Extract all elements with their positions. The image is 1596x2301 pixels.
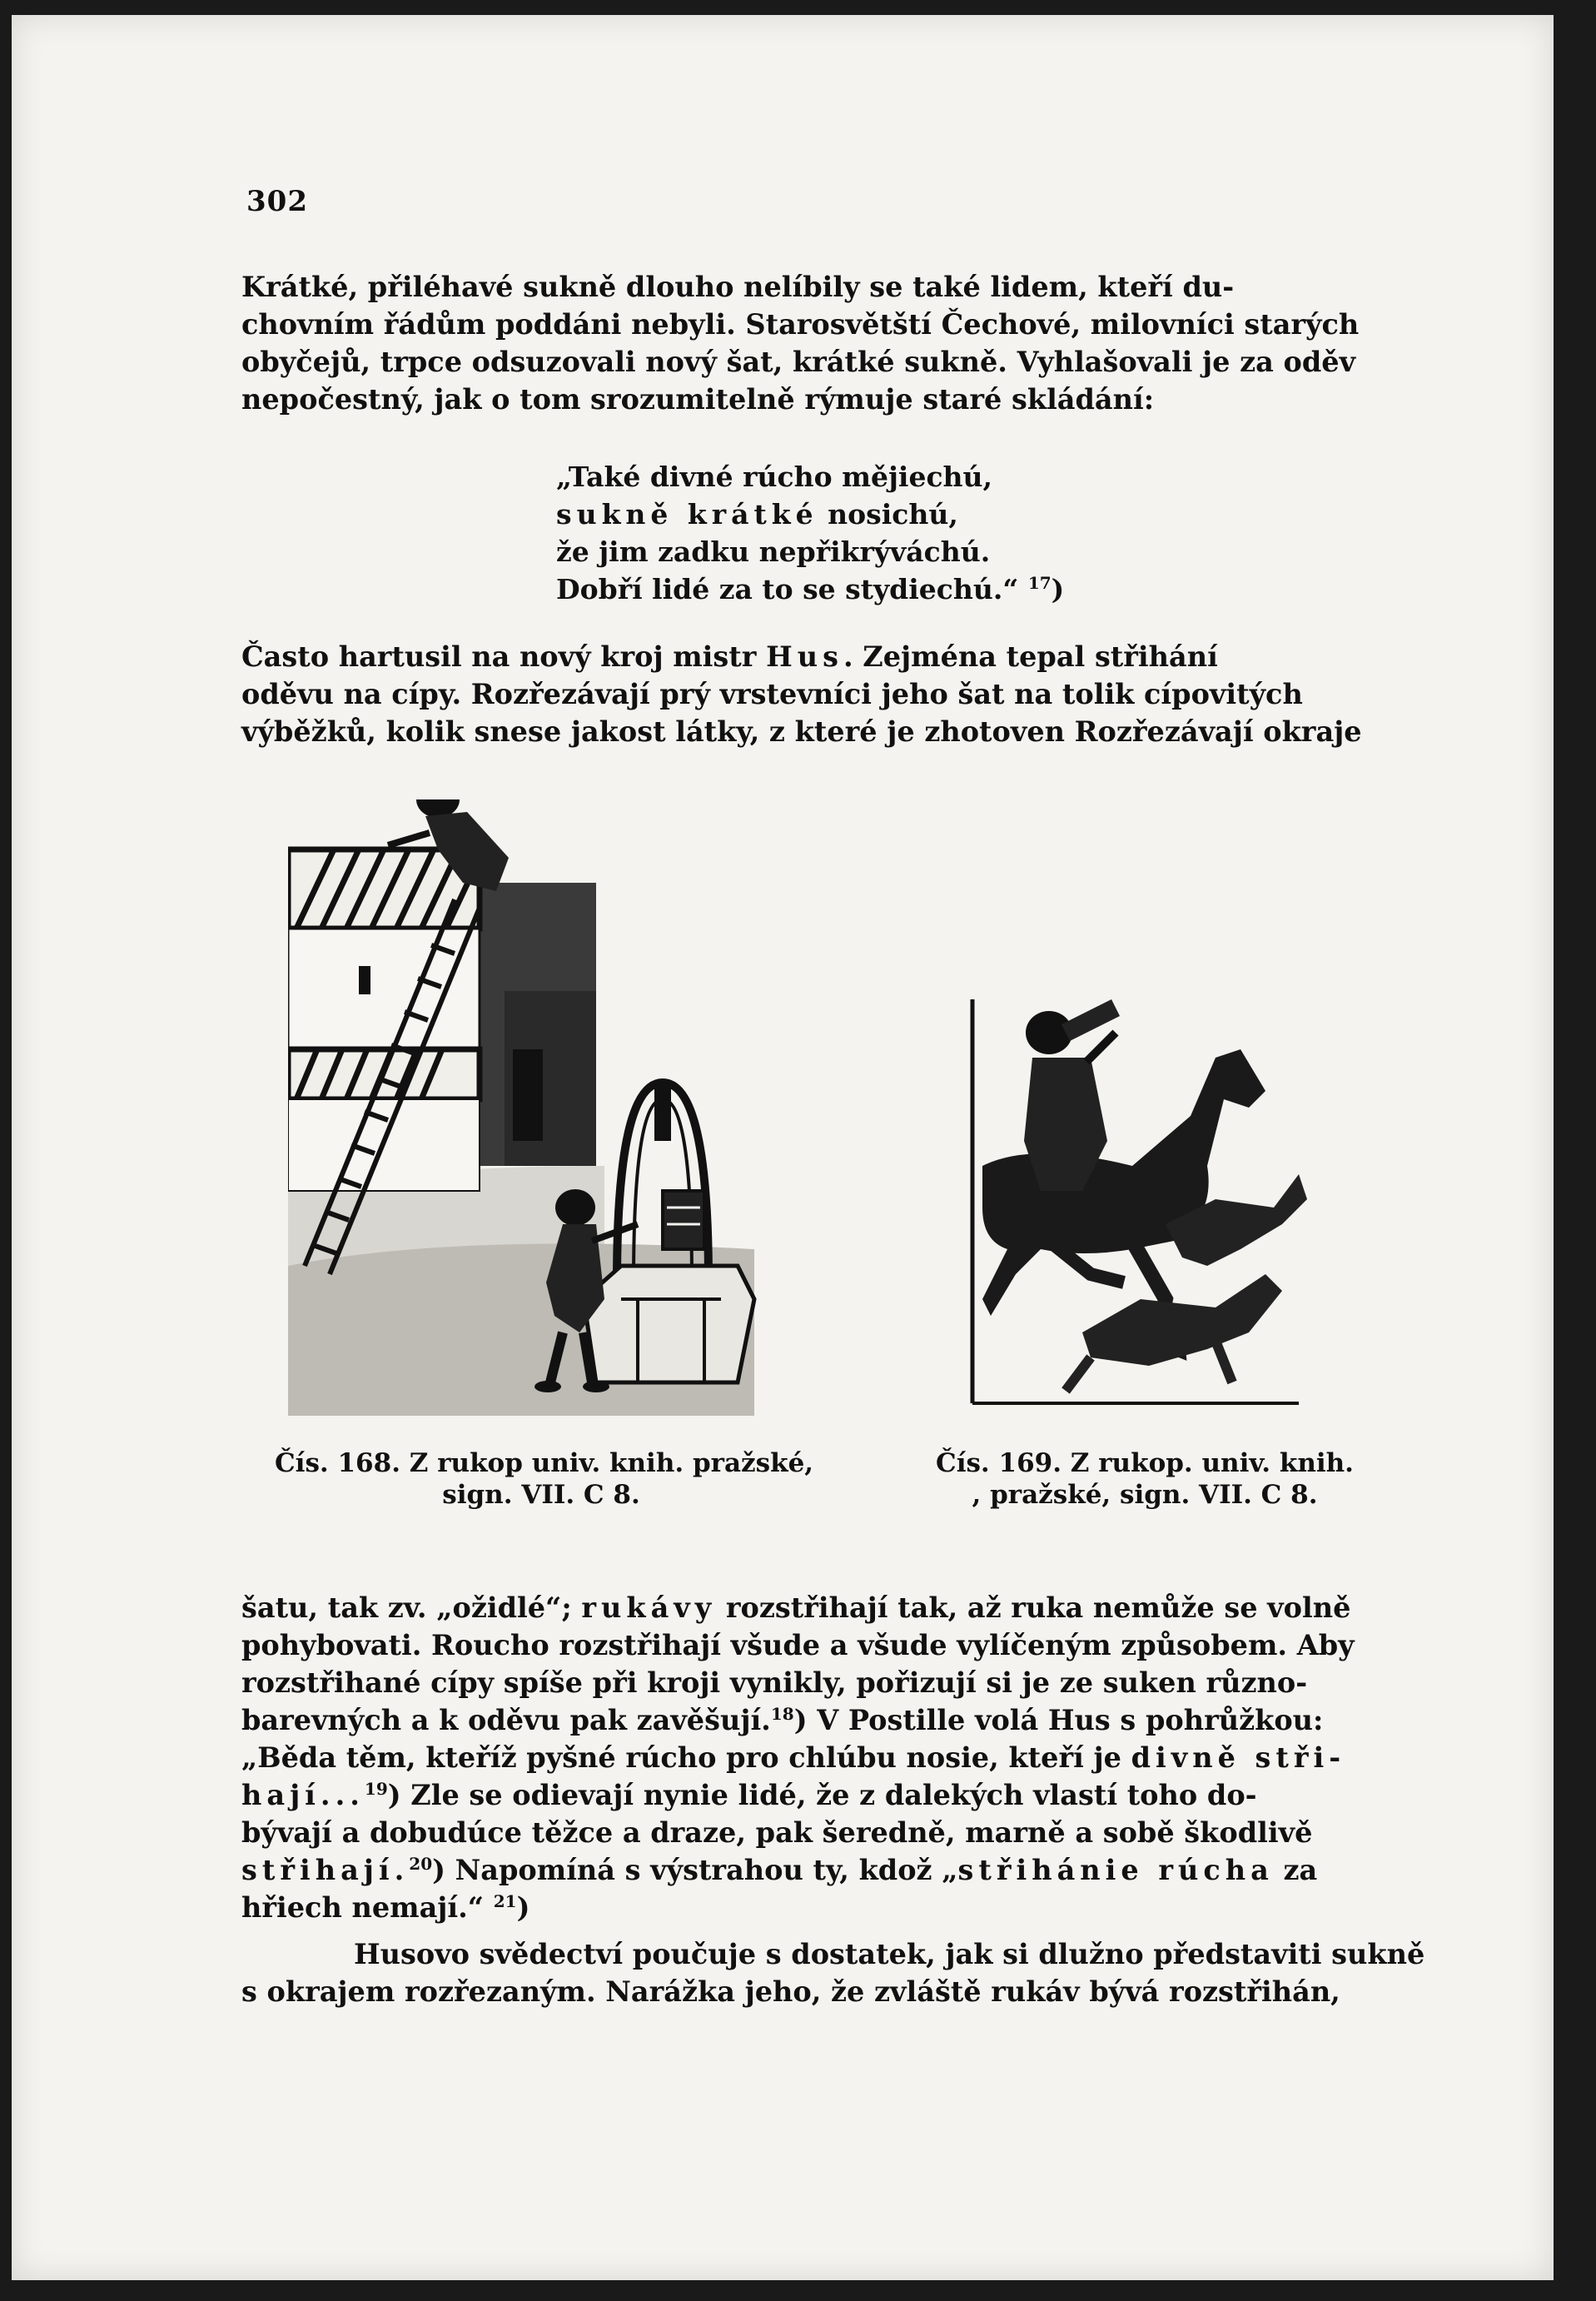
- paragraph-4: [241, 1935, 1425, 2010]
- figure-168-illustration: [288, 799, 763, 1416]
- figure-169-illustration: [966, 999, 1315, 1407]
- text: „Běda těm, kteříž pyšné rúcho pro chlúbu nosie, kteří je: [241, 1741, 1131, 1774]
- text: ): [516, 1891, 530, 1924]
- caption-line: sign. VII. C 8.: [442, 1480, 640, 1510]
- paragraph-2: [241, 638, 1374, 750]
- text: ) Zle se odievají nynie lidé, že z dalekých vlastí toho do-: [387, 1779, 1257, 1811]
- caption-line: Čís. 168. Z rukop univ. knih. pražské,: [275, 1448, 814, 1478]
- figure-168-caption: [275, 1447, 814, 1511]
- text-line: [241, 1889, 1382, 1926]
- text-line: rozstřihané cípy spíše při kroji vynikly, pořizují si je ze suken různo-: [241, 1666, 1308, 1699]
- caption-line: Čís. 169. Z rukop. univ. knih.: [936, 1448, 1354, 1478]
- spaced-text: divně stři-: [1131, 1741, 1346, 1774]
- text-line: [241, 1589, 1382, 1626]
- text-line: výběžků, kolik snese jakost látky, z které je zhotoven Rozřezávají okraje: [241, 715, 1362, 748]
- spaced-text: střihají.: [241, 1854, 410, 1886]
- text-line: pohybovati. Roucho rozstřihají všude a všude vylíčeným způsobem. Aby: [241, 1629, 1355, 1661]
- page-number: 302: [246, 185, 308, 218]
- verse-text: Dobří lidé za to se stydiechú.“: [556, 573, 1028, 605]
- text-line: oděvu na cípy. Rozřezávají prý vrstevníci jeho šat na tolik cípovitých: [241, 678, 1303, 710]
- text: hřiech nemají.“: [241, 1891, 494, 1924]
- footnote-ref: 18: [770, 1703, 794, 1724]
- text-line: chovním řádům poddáni nebyli. Starosvětští Čechové, milovníci starých: [241, 308, 1360, 341]
- footnote-ref: 17: [1027, 573, 1052, 593]
- text-line: [241, 1776, 1382, 1814]
- text: ) V Postille volá Hus s pohrůžkou:: [793, 1704, 1324, 1736]
- text-line: s okrajem rozřezaným. Narážka jeho, že zvláště rukáv bývá rozstřihán,: [241, 1975, 1340, 2008]
- text-line: obyčejů, trpce odsuzovali nový šat, krátké sukně. Vyhlašovali je za oděv: [241, 346, 1356, 378]
- text-line: bývají a dobudúce těžce a draze, pak šeredně, marně a sobě škodlivě: [241, 1816, 1313, 1849]
- spaced-text: sukně krátké: [556, 498, 818, 530]
- text-line: [241, 638, 1374, 675]
- text: Často hartusil na nový kroj mistr: [241, 640, 767, 673]
- verse-text: nosichú,: [818, 498, 958, 530]
- verse-line: [556, 496, 1064, 533]
- footnote-ref: 19: [364, 1778, 388, 1799]
- text-line: Husovo svědectví poučuje s dostatek, jak si dlužno představiti sukně: [354, 1938, 1425, 1970]
- figure-169-caption: [924, 1447, 1365, 1511]
- caption-line: , pražské, sign. VII. C 8.: [972, 1480, 1318, 1510]
- text-line: [241, 1701, 1382, 1739]
- text: ) Napomíná s výstrahou ty, kdož „: [432, 1854, 958, 1886]
- text: rozstřihají tak, až ruka nemůže se volně: [716, 1591, 1351, 1624]
- verse-line: [556, 570, 1064, 608]
- text: . Zejména tepal střihání: [843, 640, 1218, 673]
- verse-text: ): [1051, 573, 1065, 605]
- spaced-text: střihánie rúcha: [957, 1854, 1274, 1886]
- text: šatu, tak zv. „ožidlé“;: [241, 1591, 582, 1624]
- verse-line: „Také divné rúcho mějiechú,: [556, 461, 993, 493]
- verse-quote: [556, 458, 1064, 608]
- text-line: [241, 1851, 1382, 1889]
- spaced-text: rukávy: [581, 1591, 717, 1624]
- text-line: [241, 1739, 1382, 1776]
- text-line: nepočestný, jak o tom srozumitelně rýmuje staré skládání:: [241, 383, 1155, 416]
- spaced-text: hají...: [241, 1779, 365, 1811]
- paragraph-1: [241, 268, 1374, 418]
- paragraph-3: [241, 1589, 1382, 1926]
- text: za: [1273, 1854, 1318, 1886]
- verse-line: že jim zadku nepřikrýváchú.: [556, 535, 991, 568]
- text: barevných a k oděvu pak zavěšují.: [241, 1704, 771, 1736]
- footnote-ref: 20: [409, 1853, 433, 1874]
- footnote-ref: 21: [493, 1890, 517, 1911]
- spaced-name: Hus: [766, 640, 843, 673]
- text-line: Krátké, přiléhavé sukně dlouho nelíbily se také lidem, kteří du-: [241, 271, 1235, 303]
